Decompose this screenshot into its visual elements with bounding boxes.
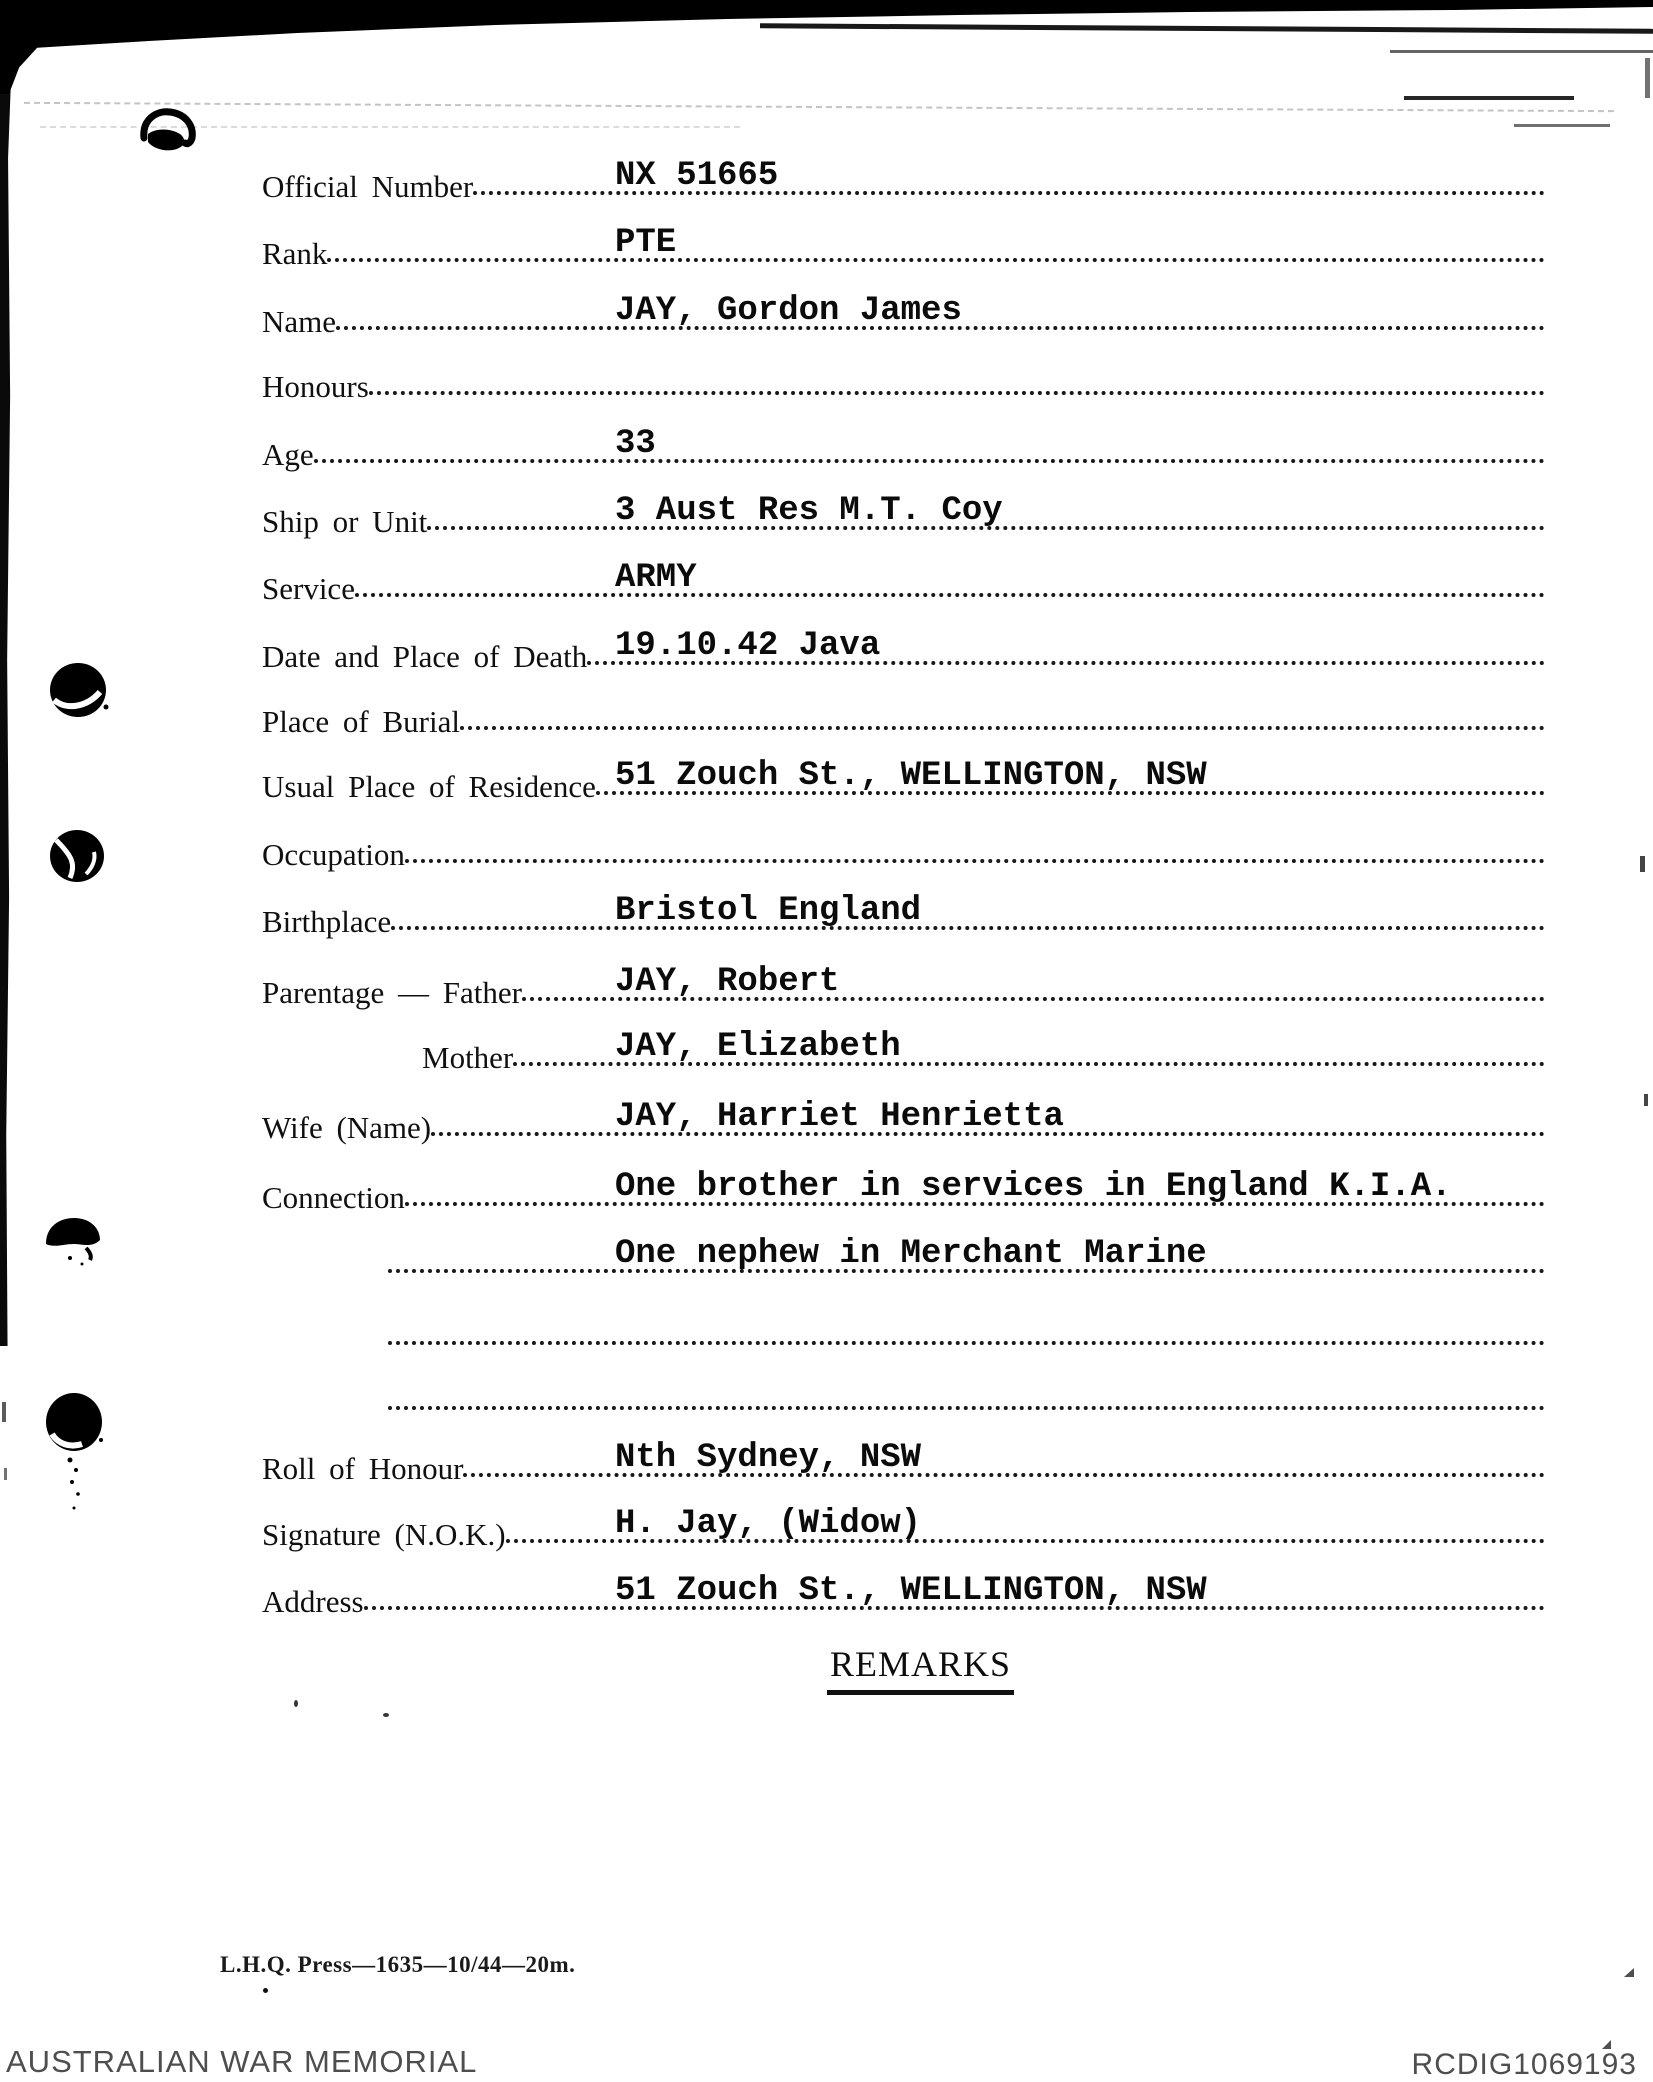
- field-value: JAY, Elizabeth: [615, 1028, 901, 1066]
- remarks-heading: REMARKS: [827, 1643, 1014, 1695]
- field-value: 19.10.42 Java: [615, 627, 881, 665]
- edge-mark: [4, 1468, 7, 1480]
- field-value: 33: [615, 425, 656, 463]
- scan-noise-line: [24, 102, 1614, 112]
- indent-spacer: [262, 1409, 388, 1410]
- scan-streak: [760, 23, 1653, 33]
- field-value: H. Jay, (Widow): [615, 1505, 922, 1543]
- form-row-blank-2: [262, 1344, 1545, 1410]
- form-row-date-place-of-death: [262, 599, 1545, 674]
- field-value: JAY, Harriet Henrietta: [615, 1098, 1064, 1136]
- ink-blob-1: [136, 104, 200, 166]
- field-label: Honours: [262, 369, 369, 404]
- field-label: Name: [262, 304, 337, 339]
- ink-blob-2: [46, 660, 114, 724]
- form-row-wife-name: [262, 1070, 1545, 1145]
- form-row-roll-of-honour: [262, 1411, 1545, 1486]
- form-row-age: [262, 397, 1545, 472]
- field-value: Bristol England: [615, 892, 922, 930]
- field-value: Nth Sydney, NSW: [615, 1439, 922, 1477]
- field-value: JAY, Robert: [615, 963, 840, 1001]
- dotted-leader: [405, 851, 1545, 863]
- field-value: JAY, Gordon James: [615, 292, 962, 330]
- field-label: Connection: [262, 1180, 405, 1215]
- field-label: Place of Burial: [262, 704, 460, 739]
- archive-watermark: AUSTRALIAN WAR MEMORIAL: [6, 2044, 478, 2079]
- ink-speck: [294, 1700, 298, 1707]
- field-value: PTE: [615, 224, 677, 262]
- field-value: ARMY: [615, 559, 697, 597]
- field-label: Usual Place of Residence: [262, 769, 596, 804]
- dotted-leader: [355, 585, 1545, 597]
- form-row-rank: [262, 196, 1545, 271]
- form-row-blank-1: [262, 1279, 1545, 1345]
- form-row-honours: [262, 329, 1545, 404]
- field-value: One nephew in Merchant Marine: [615, 1235, 1207, 1273]
- form-row-name: [262, 264, 1545, 339]
- dotted-leader: [369, 383, 1545, 395]
- field-label: Rank: [262, 236, 328, 271]
- form-row-place-of-burial: [262, 664, 1545, 739]
- form-row-occupation: [262, 797, 1545, 872]
- field-label: Occupation: [262, 837, 405, 872]
- indent-spacer: [262, 1272, 388, 1273]
- ink-speck: [383, 1713, 389, 1717]
- field-label: Age: [262, 437, 314, 472]
- dotted-leader: [388, 1398, 1545, 1410]
- form-row-parentage-mother: [262, 1000, 1545, 1075]
- dotted-leader: [327, 250, 1545, 262]
- scan-streak: [1404, 96, 1574, 100]
- field-value: 51 Zouch St., WELLINGTON, NSW: [615, 1572, 1207, 1610]
- edge-mark: [1624, 1968, 1634, 1977]
- field-value: NX 51665: [615, 157, 779, 195]
- field-value: One brother in services in England K.I.A.: [615, 1168, 1452, 1206]
- field-label: Signature (N.O.K.): [262, 1517, 506, 1552]
- press-imprint: L.H.Q. Press—1635—10/44—20m.: [220, 1952, 576, 1977]
- ink-blob-3: [46, 826, 112, 890]
- form-row-parentage-father: [262, 935, 1545, 1010]
- field-label: Birthplace: [262, 904, 392, 939]
- field-label: Service: [262, 571, 355, 606]
- form-row-official-number: [262, 129, 1545, 204]
- form-row-ship-or-unit: [262, 464, 1545, 539]
- edge-mark: [1645, 58, 1650, 98]
- field-label: Date and Place of Death: [262, 639, 588, 674]
- ink-blob-4: [42, 1214, 106, 1270]
- edge-mark: [1644, 1094, 1648, 1106]
- field-label: Mother: [422, 1040, 514, 1075]
- reference-id: RCDIG1069193: [1411, 2048, 1637, 2081]
- form-row-birthplace: [262, 864, 1545, 939]
- field-label: Wife (Name): [262, 1110, 432, 1145]
- dotted-leader: [391, 918, 1545, 930]
- field-label: Address: [262, 1584, 364, 1619]
- form-row-signature-nok: [262, 1477, 1545, 1552]
- field-label: Parentage — Father: [262, 975, 522, 1010]
- field-label: Roll of Honour: [262, 1451, 464, 1486]
- ink-speck: [263, 1988, 268, 1993]
- indent-spacer: [262, 1065, 422, 1066]
- scan-streak: [1514, 124, 1610, 127]
- field-label: Ship or Unit: [262, 504, 428, 539]
- ink-blob-5: [40, 1390, 108, 1520]
- field-value: 3 Aust Res M.T. Coy: [615, 492, 1003, 530]
- form-row-service: [262, 531, 1545, 606]
- dotted-leader: [314, 451, 1545, 463]
- form-row-connection-continuation: [262, 1207, 1545, 1273]
- scan-left-edge-bar: [0, 26, 13, 1346]
- form-row-usual-place-of-residence: [262, 729, 1545, 804]
- field-value: 51 Zouch St., WELLINGTON, NSW: [615, 757, 1207, 795]
- form-row-connection: [262, 1140, 1545, 1215]
- edge-mark: [1640, 856, 1645, 872]
- scan-streak: [1390, 50, 1653, 53]
- form-row-address: [262, 1544, 1545, 1619]
- edge-mark: [2, 1402, 6, 1422]
- field-label: Official Number: [262, 169, 474, 204]
